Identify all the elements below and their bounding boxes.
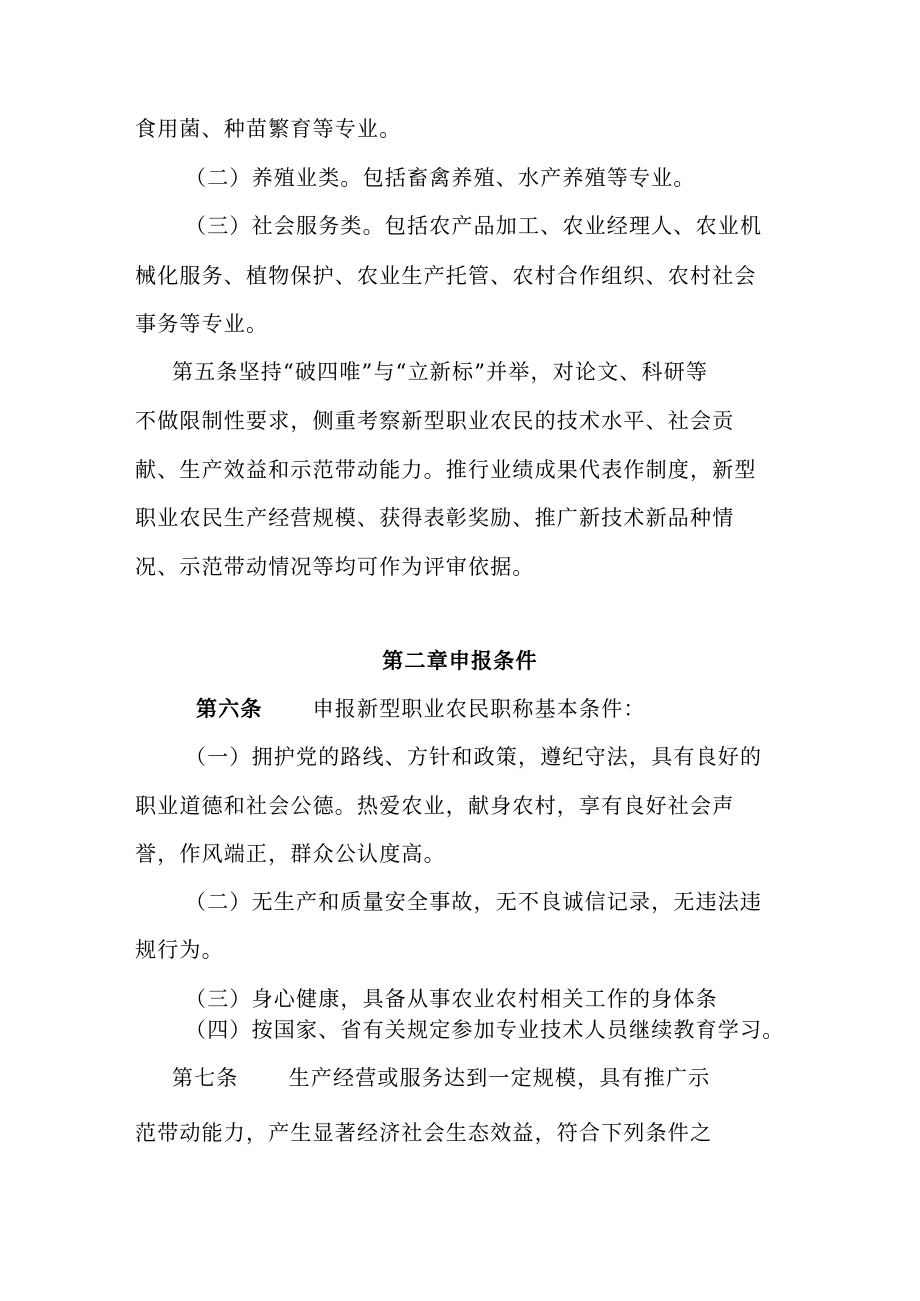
text-line: 职业农民生产经营规模、获得表彰奖励、推广新技术新品种情: [135, 506, 735, 530]
article-label: 第七条: [172, 1066, 239, 1090]
text-line: 不做限制性要求，侧重考察新型职业农民的技术水平、社会贡: [135, 409, 735, 433]
text-line: 第五条坚持“破四唯”与“立新标”并举，对论文、科研等: [172, 360, 709, 384]
article-text: 申报新型职业农民职称基本条件：: [312, 697, 646, 721]
article-label: 第六条: [196, 696, 263, 721]
article-text: 生产经营或服务达到一定规模，具有推广示: [288, 1066, 711, 1090]
chapter-title: 第二章申报条件: [382, 648, 538, 673]
text-line: （三）社会服务类。包括农产品加工、农业经理人、农业机: [185, 214, 763, 238]
text-line: （二）无生产和质量安全事故，无不良诚信记录，无违法违: [185, 890, 763, 914]
text-line: 食用菌、种苗繁育等专业。: [135, 117, 402, 141]
text-line: 事务等专业。: [135, 312, 269, 336]
text-line: 规行为。: [135, 938, 224, 962]
text-line: 献、生产效益和示范带动能力。推行业绩成果代表作制度，新型: [135, 458, 757, 482]
text-line: （三）身心健康，具备从事农业农村相关工作的身体条: [185, 987, 718, 1011]
text-line: （四）按国家、省有关规定参加专业技术人员继续教育学习。: [185, 1018, 785, 1042]
text-line: 职业道德和社会公德。热爱农业，献身农村，享有良好社会声: [135, 794, 735, 818]
text-line: 械化服务、植物保护、农业生产托管、农村合作组织、农村社会: [135, 264, 757, 288]
text-line: 誉，作风端正，群众公认度高。: [135, 842, 446, 866]
text-line: （二）养殖业类。包括畜禽养殖、水产养殖等专业。: [185, 166, 696, 190]
text-line: 况、示范带动情况等均可作为评审依据。: [135, 555, 535, 579]
text-line: （一）拥护党的路线、方针和政策，遵纪守法，具有良好的: [185, 745, 763, 769]
text-line: 范带动能力，产生显著经济社会生态效益，符合下列条件之: [135, 1121, 713, 1145]
article-seven: [172, 1068, 710, 1089]
article-six: [196, 698, 646, 720]
